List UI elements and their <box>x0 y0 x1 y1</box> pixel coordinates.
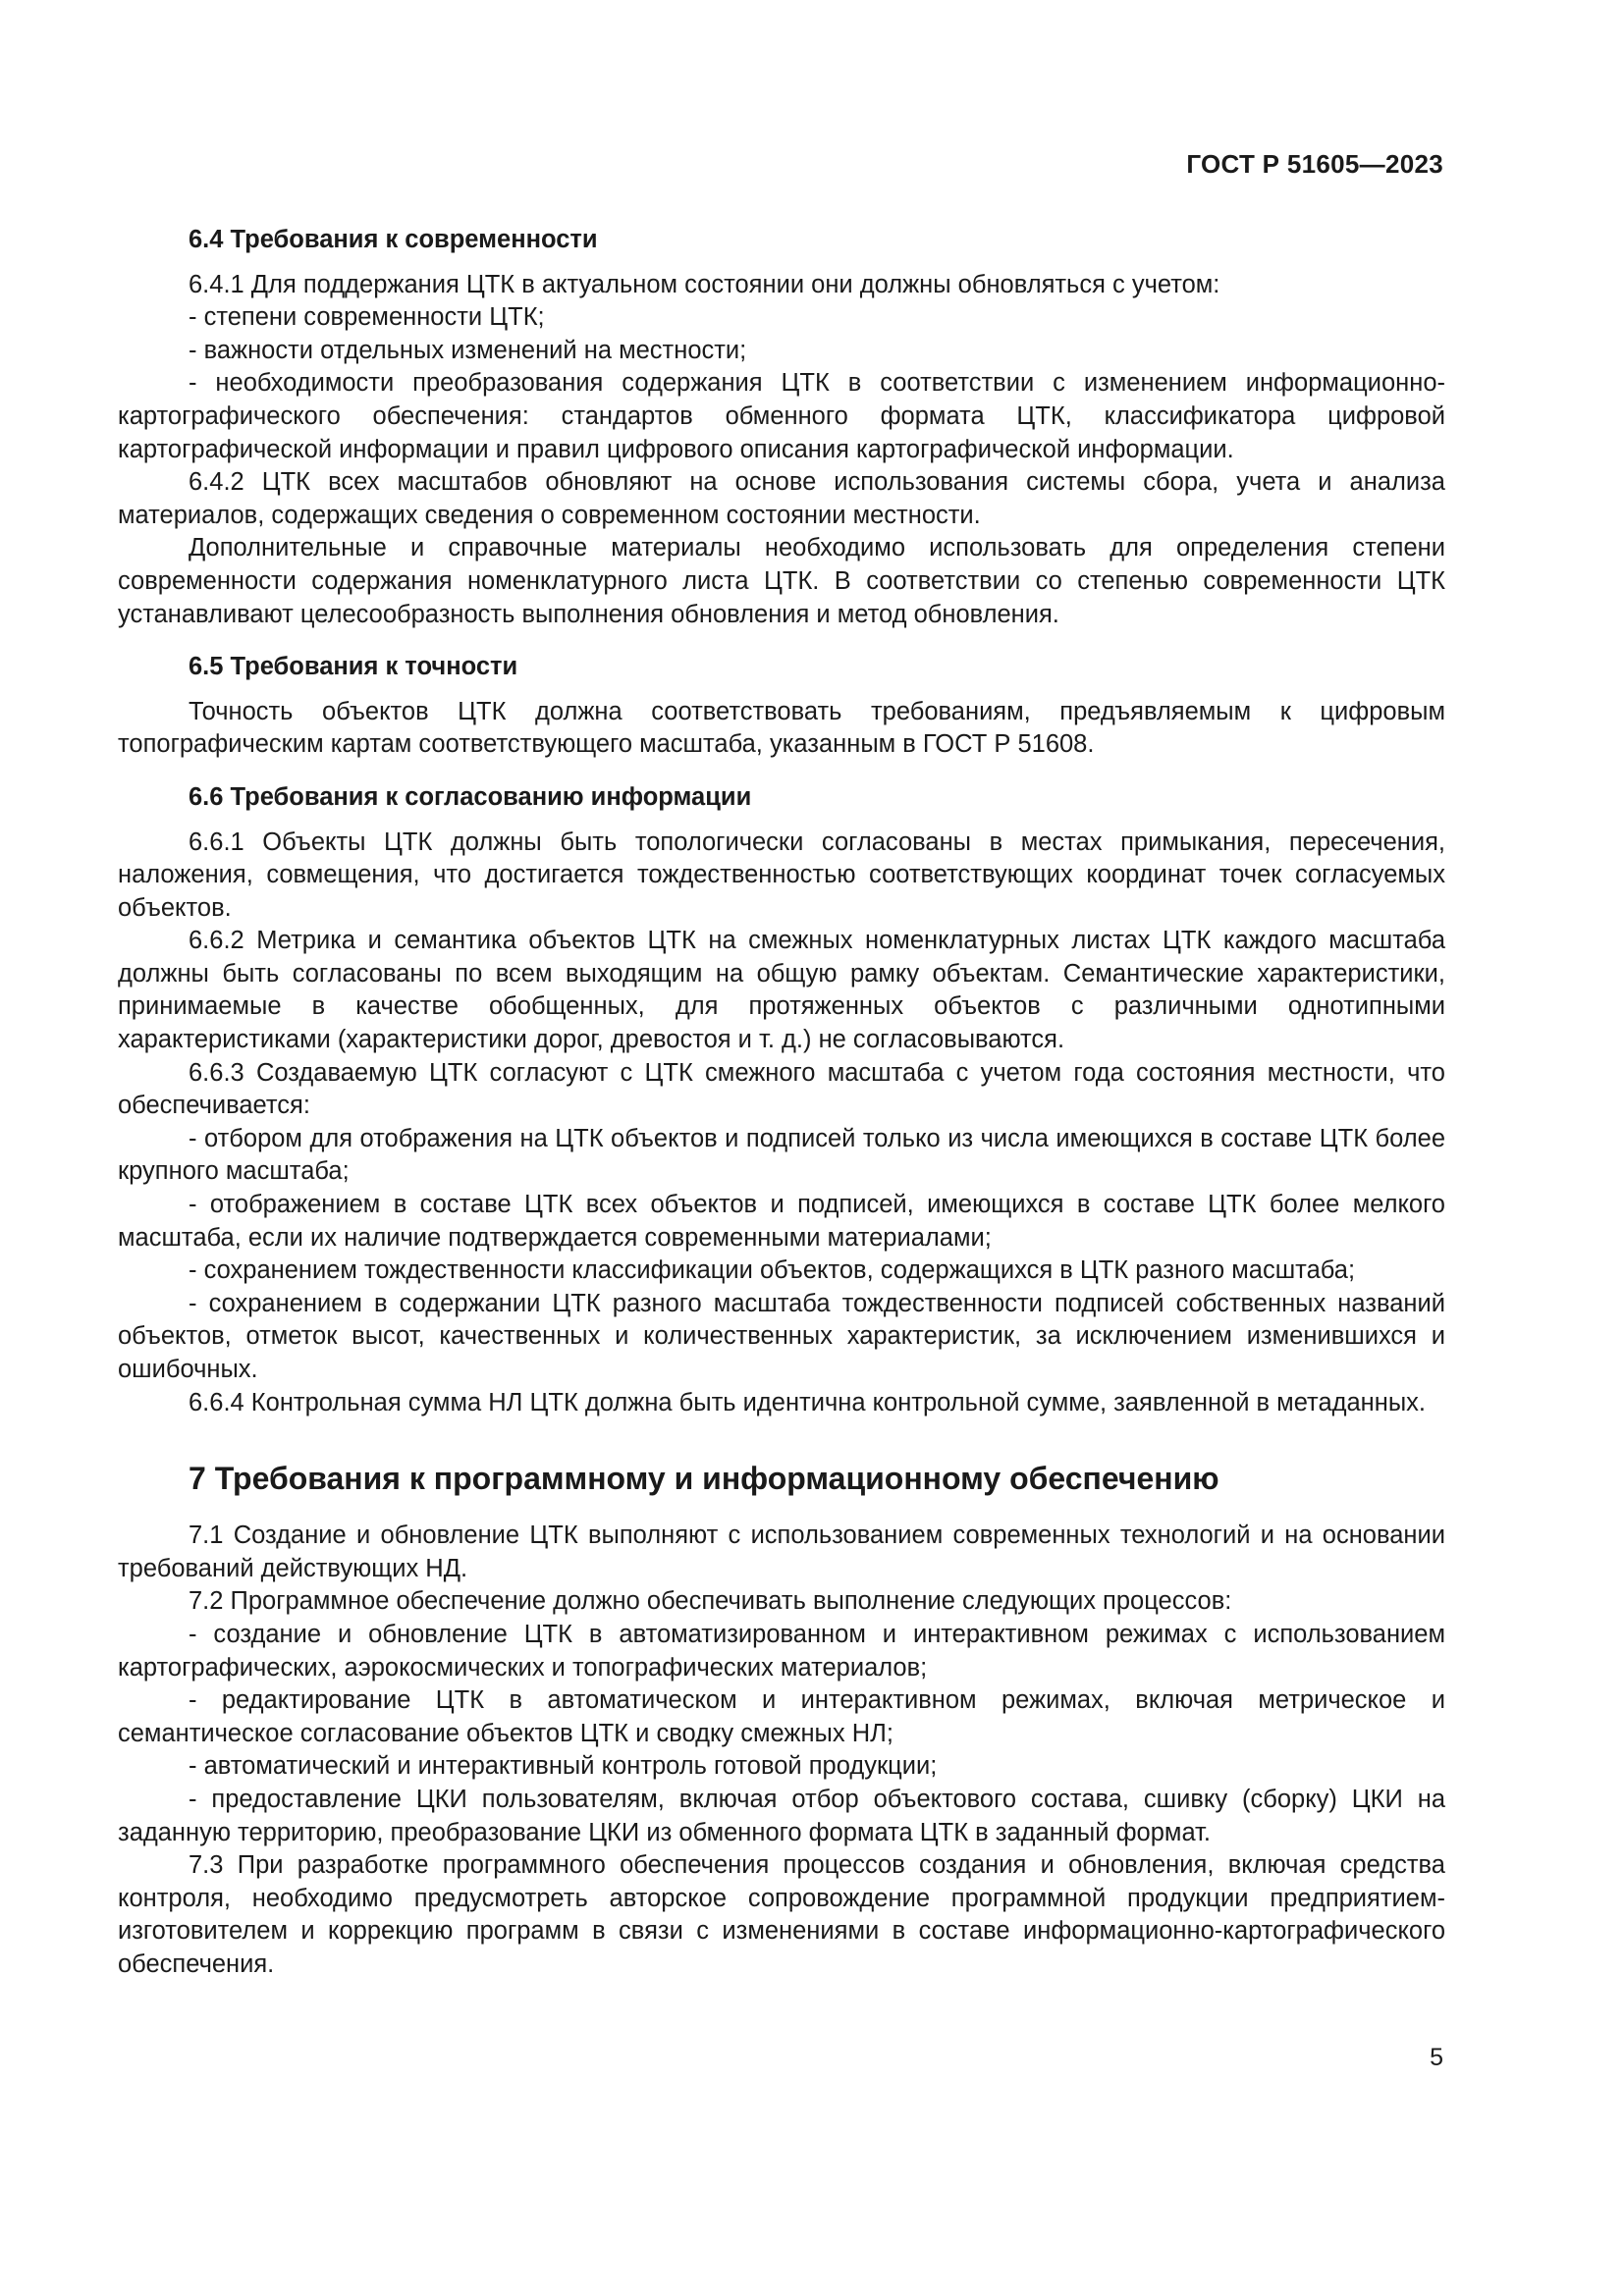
paragraph: 6.6.3 Создаваемую ЦТК согласуют с ЦТК смежного масштаба с учетом года состояния местности, что обеспечивается: <box>118 1058 1445 1120</box>
document-code: ГОСТ Р 51605—2023 <box>1186 149 1443 179</box>
section-7 <box>118 1459 1445 1981</box>
list-item: - сохранением тождественности классификации объектов, содержащихся в ЦТК разного масштаба; <box>189 1256 1356 1285</box>
paragraph: 6.4.1 Для поддержания ЦТК в актуальном состоянии они должны обновляться с учетом: <box>189 270 1220 298</box>
section-heading: 6.5 Требования к точности <box>189 653 518 681</box>
paragraph: 7.2 Программное обеспечение должно обеспечивать выполнение следующих процессов: <box>189 1587 1232 1616</box>
paragraph: 7.1 Создание и обновление ЦТК выполняют с использованием современных технологий и на основании требований действующих НД. <box>118 1522 1445 1582</box>
list-item: - создание и обновление ЦТК в автоматизированном и интерактивном режимах с использованием картографических, аэрокосмических и топографических материалов; <box>118 1620 1445 1682</box>
list-item: - важности отдельных изменений на местности; <box>189 336 747 364</box>
section-6-6 <box>118 781 1445 1419</box>
list-item: - отбором для отображения на ЦТК объектов и подписей только из числа имеющихся в составе ЦТК более крупного масштаба; <box>118 1124 1445 1186</box>
paragraph: 6.6.4 Контрольная сумма НЛ ЦТК должна быть идентична контрольной сумме, заявленной в метаданных. <box>189 1388 1427 1416</box>
page-content <box>118 224 1445 2002</box>
list-item: - необходимости преобразования содержания ЦТК в соответствии с изменением информационно-картографического обеспечения: стандартов обменного формата ЦТК, классификатора цифровой картографической информации и правил цифрового описания картографической информации. <box>118 369 1445 463</box>
list-item: - автоматический и интерактивный контроль готовой продукции; <box>189 1752 938 1781</box>
list-item: - сохранением в содержании ЦТК разного масштаба тождественности подписей собственных названий объектов, отметок высот, качественных и количественных характеристик, за исключением изменившихся и ошибочных. <box>118 1289 1445 1383</box>
list-item: - предоставление ЦКИ пользователям, включая отбор объектового состава, сшивку (сборку) ЦКИ на заданную территорию, преобразование ЦКИ из обменного формата ЦТК в заданный формат. <box>118 1785 1445 1846</box>
paragraph: 7.3 При разработке программного обеспечения процессов создания и обновления, включая средства контроля, необходимо предусмотреть авторское сопровождение программной продукции предприятием-изготовителем и коррекцию программ в связи с изменениями в составе информационно-картографического обеспечения. <box>118 1851 1445 1978</box>
section-heading: 6.4 Требования к современности <box>189 226 598 253</box>
section-6-5 <box>118 651 1445 762</box>
chapter-heading: 7 Требования к программному и информационному обеспечению <box>189 1461 1219 1497</box>
paragraph: 6.4.2 ЦТК всех масштабов обновляют на основе использования системы сбора, учета и анализа материалов, содержащих сведения о современном состоянии местности. <box>118 468 1445 529</box>
section-6-4 <box>118 224 1445 631</box>
paragraph: Точность объектов ЦТК должна соответствовать требованиям, предъявляемым к цифровым топографическим картам соответствующего масштаба, указанным в ГОСТ Р 51608. <box>118 697 1445 759</box>
paragraph: 6.6.1 Объекты ЦТК должны быть топологически согласованы в местах примыкания, пересечения, наложения, совмещения, что достигается тождественностью соответствующих координат точек согласуемых объектов. <box>118 828 1445 922</box>
list-item: - редактирование ЦТК в автоматическом и интерактивном режимах, включая метрическое и семантическое согласование объектов ЦТК и сводку смежных НЛ; <box>118 1686 1445 1747</box>
list-item: - отображением в составе ЦТК всех объектов и подписей, имеющихся в составе ЦТК более мелкого масштаба, если их наличие подтверждается современными материалами; <box>118 1191 1445 1252</box>
list-item: - степени современности ЦТК; <box>189 303 545 332</box>
page-number: 5 <box>1430 2044 1443 2071</box>
paragraph: 6.6.2 Метрика и семантика объектов ЦТК на смежных номенклатурных листах ЦТК каждого масштаба должны быть согласованы по всем выходящим на общую рамку объектам. Семантические характеристики, принимаемые в качестве обобщенных, для протяженных объектов с различными однотипными характеристиками (характеристики дорог, древостоя и т. д.) не согласовываются. <box>118 927 1445 1054</box>
paragraph: Дополнительные и справочные материалы необходимо использовать для определения степени современности содержания номенклатурного листа ЦТК. В соответствии со степенью современности ЦТК устанавливают целесообразность выполнения обновления и метод обновления. <box>118 534 1445 628</box>
section-heading: 6.6 Требования к согласованию информации <box>189 782 752 811</box>
